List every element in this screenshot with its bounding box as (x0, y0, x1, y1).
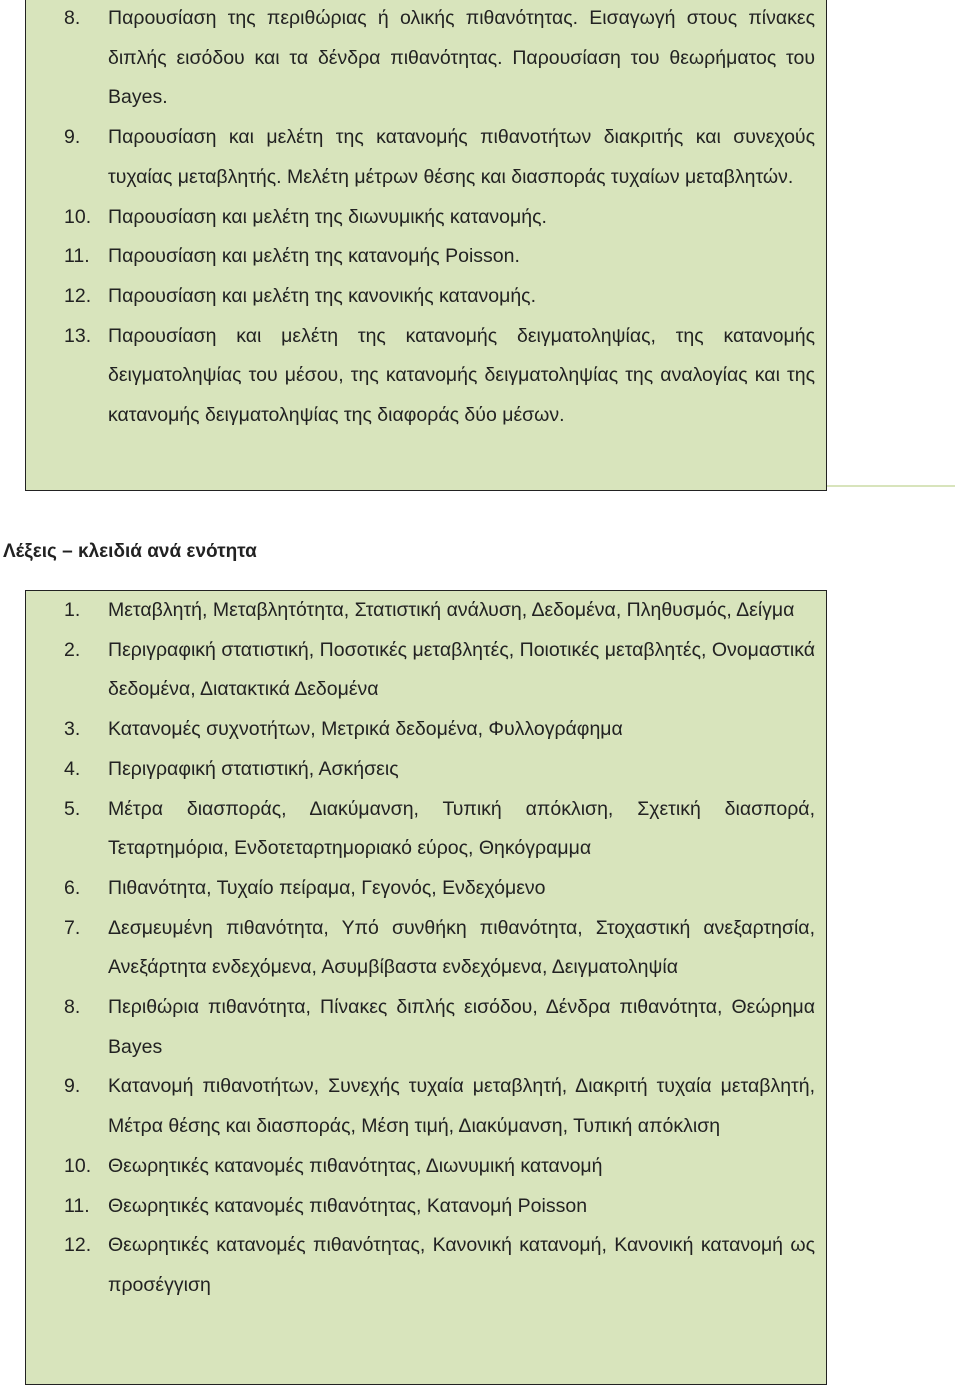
list-item (26, 277, 826, 317)
item-number: 1. (64, 599, 81, 621)
list-item (26, 317, 826, 436)
item-text: Θεωρητικές κατανομές πιθανότητας, Κανονική κατανομή, Κανονική κατανομή ως προσέγγιση (108, 1234, 815, 1296)
keywords-list (26, 591, 826, 1306)
item-number: 12. (64, 1234, 92, 1257)
item-text: Περιθώρια πιθανότητα, Πίνακες διπλής εισόδου, Δένδρα πιθανότητα, Θεώρημα Bayes (108, 996, 815, 1058)
item-text: Παρουσίαση και μελέτη της κανονικής κατανομής. (108, 284, 536, 307)
item-text: Θεωρητικές κατανομές πιθανότητας, Διωνυμική κατανομή (108, 1154, 603, 1177)
item-number: 9. (64, 126, 81, 149)
item-text: Παρουσίαση της περιθώριας ή ολικής πιθανότητας. Εισαγωγή στους πίνακες διπλής εισόδου και τα δένδρα πιθανότητας. Παρουσίαση του θεωρήματος του Bayes. (108, 7, 815, 109)
item-number: 8. (64, 996, 81, 1019)
item-number: 8. (64, 7, 81, 29)
list-item (26, 710, 826, 750)
list-item (26, 988, 826, 1067)
list-item (26, 1187, 826, 1227)
item-text: Παρουσίαση και μελέτη της διωνυμικής κατανομής. (108, 205, 547, 228)
item-text: Κατανομή πιθανοτήτων, Συνεχής τυχαία μεταβλητή, Διακριτή τυχαία μεταβλητή, Μέτρα θέσης και διασποράς, Μέση τιμή, Διακύμανση, Τυπική απόκλιση (108, 1075, 815, 1138)
item-number: 10. (64, 205, 92, 228)
list-item (26, 1147, 826, 1187)
list-item (26, 909, 826, 988)
item-text: Περιγραφική στατιστική, Ποσοτικές μεταβλητές, Ποιοτικές μεταβλητές, Ονομαστικά δεδομένα, Διατακτικά Δεδομένα (108, 638, 815, 701)
item-number: 12. (64, 284, 92, 307)
item-text: Παρουσίαση και μελέτη της κατανομής πιθανοτήτων διακριτής και συνεχούς τυχαίας μεταβλητής. Μελέτη μέτρων θέσης και διασποράς τυχαίων μεταβλητών. (108, 126, 815, 188)
course-outline-list (26, 0, 826, 436)
item-text: Μεταβλητή, Μεταβλητότητα, Στατιστική ανάλυση, Δεδομένα, Πληθυσμός, Δείγμα (108, 599, 795, 621)
item-text: Πιθανότητα, Τυχαίο πείραμα, Γεγονός, Ενδεχόμενο (108, 876, 546, 899)
item-text: Παρουσίαση και μελέτη της κατανομής Poisson. (108, 245, 520, 268)
list-item (26, 198, 826, 238)
item-text: Μέτρα διασποράς, Διακύμανση, Τυπική απόκλιση, Σχετική διασπορά, Τεταρτημόρια, Ενδοτεταρτημοριακό εύρος, Θηκόγραμμα (108, 797, 815, 860)
list-item (26, 1226, 826, 1305)
item-number: 2. (64, 638, 81, 661)
item-number: 11. (64, 1194, 90, 1217)
item-number: 6. (64, 876, 81, 899)
item-number: 13. (64, 324, 92, 347)
list-item (26, 0, 826, 118)
item-number: 3. (64, 718, 81, 741)
list-item (26, 631, 826, 710)
decorative-divider (827, 485, 955, 487)
item-number: 7. (64, 916, 81, 939)
item-number: 5. (64, 797, 81, 820)
item-number: 9. (64, 1075, 81, 1098)
list-item (26, 591, 826, 631)
item-text: Περιγραφική στατιστική, Ασκήσεις (108, 757, 399, 780)
item-text: Κατανομές συχνοτήτων, Μετρικά δεδομένα, Φυλλογράφημα (108, 718, 623, 741)
keywords-box (25, 590, 827, 1385)
item-number: 4. (64, 757, 81, 780)
list-item (26, 237, 826, 277)
list-item (26, 118, 826, 197)
list-item (26, 1067, 826, 1146)
list-item (26, 790, 826, 869)
item-number: 10. (64, 1154, 92, 1177)
item-text: Παρουσίαση και μελέτη της κατανομής δειγματοληψίας, της κατανομής δειγματοληψίας του μέσου, της κατανομής δειγματοληψίας της αναλογίας και της κατανομής δειγματοληψίας της διαφοράς δύο μέσων. (108, 324, 815, 427)
item-number: 11. (64, 245, 90, 268)
list-item (26, 750, 826, 790)
course-outline-box (25, 0, 827, 491)
item-text: Δεσμευμένη πιθανότητα, Υπό συνθήκη πιθανότητα, Στοχαστική ανεξαρτησία, Ανεξάρτητα ενδεχόμενα, Ασυμβίβαστα ενδεχόμενα, Δειγματοληψία (108, 916, 815, 979)
keywords-heading: Λέξεις – κλειδιά ανά ενότητα (3, 541, 257, 562)
list-item (26, 869, 826, 909)
item-text: Θεωρητικές κατανομές πιθανότητας, Κατανομή Poisson (108, 1194, 588, 1217)
